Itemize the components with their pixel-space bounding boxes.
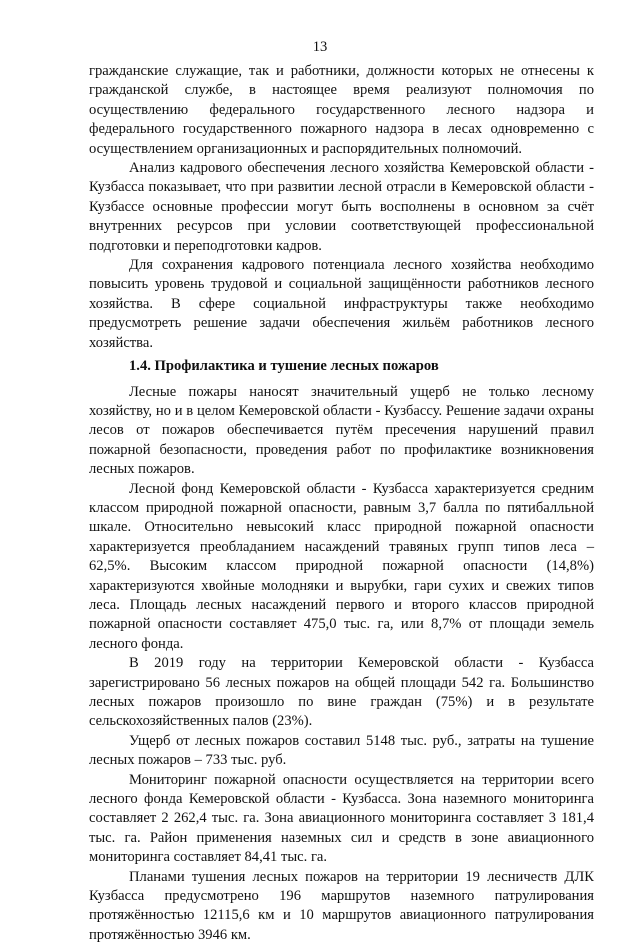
paragraph-patrol-plans: Планами тушения лесных пожаров на территории 19 лесничеств ДЛК Кузбасса предусмотрено 196 маршрутов наземного патрулирования протяжённостью 12115,6 км и 10 маршрутов авиационного патрулирования протяжённостью 3946 км.: [89, 868, 594, 943]
paragraph-fire-losses: Ущерб от лесных пожаров составил 5148 тыс. руб., затраты на тушение лесных пожаров – 733 тыс. руб.: [89, 732, 594, 769]
page-content: [89, 62, 594, 945]
page-number: 13: [312, 39, 328, 55]
paragraph-staffing-analysis: Анализ кадрового обеспечения лесного хозяйства Кемеровской области - Кузбасса показывает, что при развитии лесной отрасли в Кемеровской области - Кузбассе основные профессии могут быть восполнены в основном за счёт внутренних ресурсов при условии соответствующей профессиональной подготовки и переподготовки кадров.: [89, 160, 594, 254]
section-heading: 1.4. Профилактика и тушение лесных пожаров: [129, 358, 439, 375]
paragraph-fires-2019: В 2019 году на территории Кемеровской области - Кузбасса зарегистрировано 56 лесных пожаров на общей площади 542 га. Большинство лесных пожаров произошло по вине граждан (75%) и в результате сельскохозяйственных палов (23%).: [89, 655, 594, 730]
paragraph-fire-damage: Лесные пожары наносят значительный ущерб не только лесному хозяйству, но и в целом Кемеровской области - Кузбассу. Решение задачи охраны лесов от пожаров обеспечивается путём пресечения нарушений правил пожарной безопасности, проведения работ по профилактике возникновения лесных пожаров.: [89, 383, 594, 478]
paragraph-continuation: гражданские служащие, так и работники, должности которых не отнесены к гражданской службе, в настоящее время реализуют полномочия по осуществлению федерального государственного лесного надзора и федерального государственного пожарного надзора в лесах одновременно с осуществлением организационных и распорядительных полномочий.: [89, 63, 594, 157]
paragraph-staffing-retention: Для сохранения кадрового потенциала лесного хозяйства необходимо повысить уровень трудовой и социальной защищённости работников лесного хозяйства. В сфере социальной инфраструктуры также необходимо предусмотреть решение задачи обеспечения жильём работников лесного хозяйства.: [89, 257, 594, 351]
paragraph-monitoring: Мониторинг пожарной опасности осуществляется на территории всего лесного фонда Кемеровской области - Кузбасса. Зона наземного мониторинга составляет 2 262,4 тыс. га. Зона авиационного мониторинга составляет 3 181,4 тыс. га. Район применения наземных сил и средств в зоне авиационного мониторинга составляет 84,41 тыс. га.: [89, 771, 594, 866]
paragraph-fire-hazard-class: Лесной фонд Кемеровской области - Кузбасса характеризуется средним классом природной пожарной опасности, равным 3,7 балла по пятибалльной шкале. Относительно невысокий класс природной пожарной опасности характеризуется преобладанием насаждений травяных групп типов леса – 62,5%. Высоким классом природной пожарной опасности (14,8%) характеризуются хвойные молодняки и вырубки, гари сухих и свежих типов леса. Площадь лесных насаждений первого и второго классов природной пожарной опасности составляет 475,0 тыс. га, или 8,7% от площади земель лесного фонда.: [89, 480, 594, 652]
